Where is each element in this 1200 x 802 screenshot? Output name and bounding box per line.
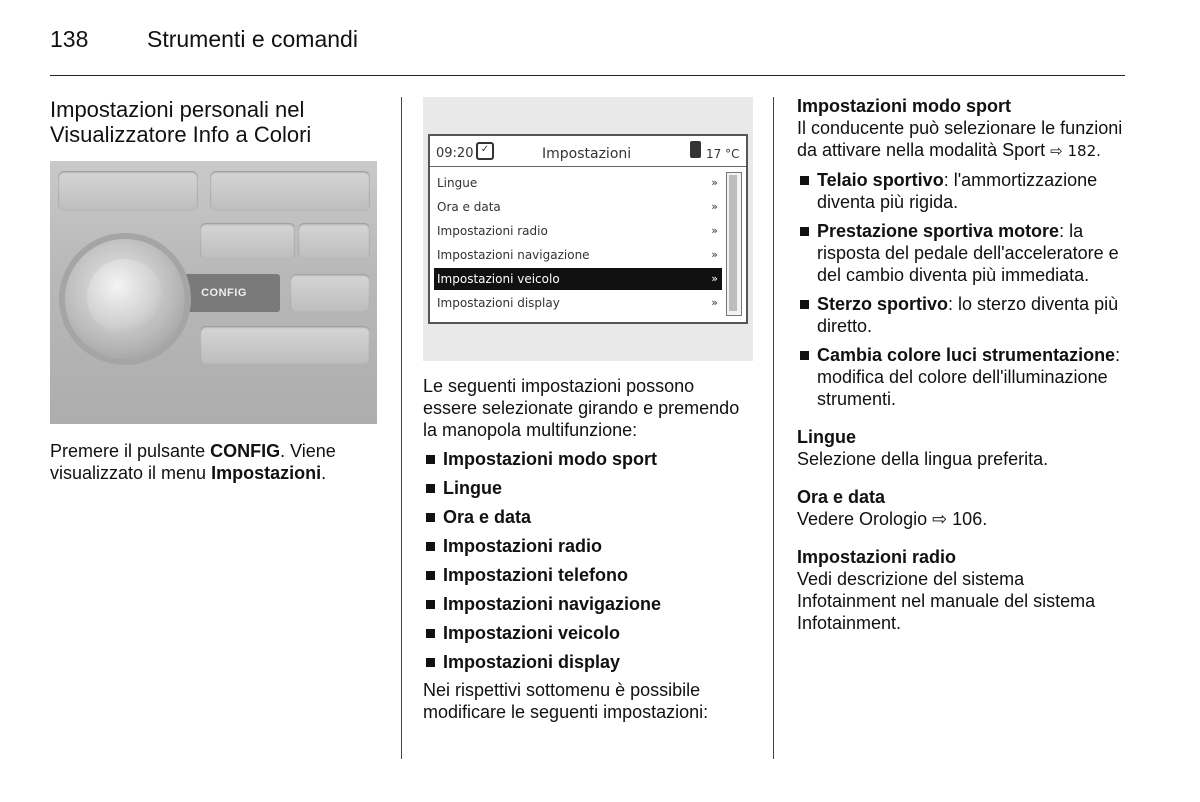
settings-menu (434, 172, 722, 316)
ora-text: Vedere Orologio ⇨ 106. (797, 509, 988, 529)
menu-scrollbar[interactable] (726, 172, 742, 316)
lingue-title: Lingue (797, 427, 856, 447)
info-display (428, 134, 748, 324)
column-2 (423, 97, 753, 723)
header-rule (50, 75, 1125, 76)
chevron-right-icon: » (711, 224, 718, 237)
column-3 (797, 95, 1127, 634)
console-photo (50, 161, 377, 424)
list-item: Impostazioni veicolo (423, 622, 753, 644)
menu-item-veicolo[interactable]: Impostazioni veicolo » (434, 268, 722, 290)
sport-options-list (797, 169, 1127, 410)
menu-item-display[interactable]: Impostazioni display » (434, 292, 722, 314)
scrollbar-thumb[interactable] (729, 175, 737, 311)
console-button (58, 171, 198, 211)
list-item: Sterzo sportivo: lo sterzo diventa più diretto. (797, 293, 1127, 337)
page-number: 138 (50, 26, 89, 52)
display-title: Impostazioni (542, 146, 632, 162)
column-1 (50, 97, 380, 484)
ora-title: Ora e data (797, 487, 886, 507)
knob-center (87, 259, 163, 335)
settings-list (423, 448, 753, 673)
column-divider-1 (401, 97, 402, 759)
menu-item-radio[interactable]: Impostazioni radio » (434, 220, 722, 242)
list-item: Impostazioni display (423, 651, 753, 673)
sport-text: Il conducente può selezionare le funzioni da attivare nella modalità Sport ⇨ 182. (797, 118, 1123, 160)
list-item: Prestazione sportiva motore: la risposta del pedale dell'acceleratore e del cambio diventa più immediata. (797, 220, 1127, 286)
list-item: Impostazioni telefono (423, 564, 753, 586)
list-item: Lingue (423, 477, 753, 499)
outro-text: Nei rispettivi sottomenu è possibile modificare le seguenti impostazioni: (423, 680, 709, 722)
list-item: Impostazioni radio (423, 535, 753, 557)
list-item: Telaio sportivo: l'ammortizzazione diventa più rigida. (797, 169, 1127, 213)
console-button (298, 223, 370, 259)
config-instruction: Premere il pulsante CONFIG. Viene visualizzato il menu Impostazioni. (50, 441, 336, 483)
display-temperature: 17 °C (706, 147, 740, 161)
console-button (290, 274, 370, 312)
radio-title: Impostazioni radio (797, 547, 957, 567)
chevron-right-icon: » (711, 296, 718, 309)
console-button (200, 326, 370, 364)
list-item: Impostazioni modo sport (423, 448, 753, 470)
menu-item-lingue[interactable]: Lingue » (434, 172, 722, 194)
list-item: Impostazioni navigazione (423, 593, 753, 615)
chevron-right-icon: » (711, 248, 718, 261)
column-divider-2 (773, 97, 774, 759)
list-item: Ora e data (423, 506, 753, 528)
thermometer-icon (690, 141, 701, 158)
console-button (200, 223, 295, 259)
sport-title: Impostazioni modo sport (797, 96, 1011, 116)
menu-item-navigazione[interactable]: Impostazioni navigazione » (434, 244, 722, 266)
config-button: CONFIG (168, 274, 280, 312)
display-status-bar (430, 136, 746, 167)
lingue-text: Selezione della lingua preferita. (797, 449, 1049, 469)
chevron-right-icon: » (711, 176, 718, 189)
radio-text: Vedi descrizione del sistema Infotainment nel manuale del sistema Infotainment. (797, 569, 1096, 633)
page-reference: ⇨ 182. (1050, 142, 1101, 160)
display-time: 09:20 (436, 146, 474, 161)
list-item: Cambia colore luci strumentazione: modifica del colore dell'illuminazione strumenti. (797, 344, 1127, 410)
chevron-right-icon: » (711, 200, 718, 213)
chevron-right-icon: » (711, 272, 718, 285)
chapter-title: Strumenti e comandi (147, 26, 358, 52)
clock-icon: ✓ (476, 142, 494, 160)
section-heading: Impostazioni personali nel Visualizzatore Info a Colori (50, 97, 312, 147)
intro-text: Le seguenti impostazioni possono essere selezionate girando e premendo la manopola multifunzione: (423, 376, 740, 440)
console-button (210, 171, 370, 211)
display-screenshot (423, 97, 753, 361)
menu-item-ora-e-data[interactable]: Ora e data » (434, 196, 722, 218)
